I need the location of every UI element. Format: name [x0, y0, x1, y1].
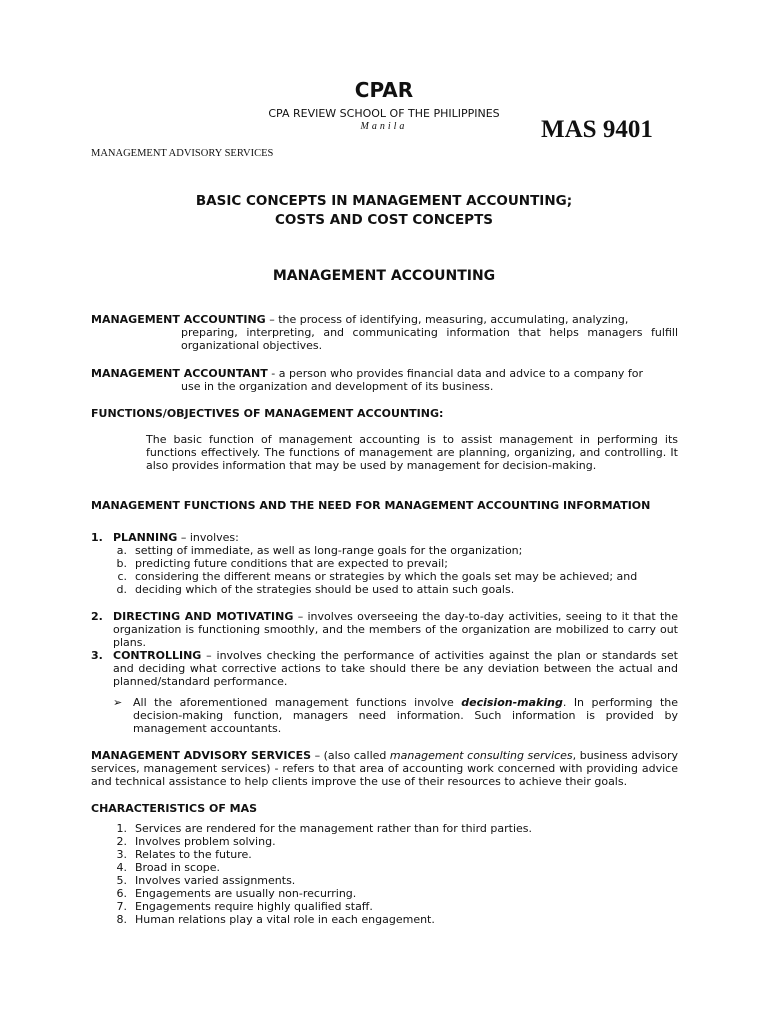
course-prefix: MAS: [541, 116, 597, 143]
item-text: considering the different means or strategies by which the goals set may be achieved; and: [135, 570, 638, 583]
main-title: [0, 192, 768, 230]
functions-paragraph: The basic function of management accounting is to assist management in performing its functions effectively. The functions of management are planning, organizing, and controlling. It also provides information that may be used by management for decision-making.: [146, 433, 678, 472]
course-number: 9401: [602, 116, 653, 143]
planning-text: [91, 531, 678, 596]
item-number: 1.: [116, 822, 127, 835]
item-number: 3.: [116, 848, 127, 861]
definition-italic: management consulting services: [389, 749, 573, 762]
characteristics-list: [113, 822, 532, 926]
item-number: 1.: [91, 531, 103, 544]
section-title: MANAGEMENT ACCOUNTING: [272, 268, 496, 284]
item-text: setting of immediate, as well as long-range goals for the organization;: [135, 544, 523, 557]
item-letter: a.: [116, 544, 127, 557]
note-after: . In performing the decision-making function, managers need information. Such information is provided by management accountants.: [133, 696, 678, 735]
item-number: 4.: [116, 861, 127, 874]
list-item: [113, 570, 678, 583]
definition-lead: - a person who provides financial data and advice to a company for: [267, 367, 644, 380]
definition-management-accounting: [91, 313, 678, 352]
directing-description: – involves overseeing the day-to-day activities, seeing to it that the organization is functioning smoothly, and the members of the organization are mobilized to carry out plans.: [113, 610, 679, 649]
directing-text: [91, 610, 678, 649]
list-item: [113, 900, 532, 913]
item-text: Engagements are usually non-recurring.: [135, 887, 357, 900]
list-item: [113, 874, 532, 887]
definition-continuation: preparing, interpreting, and communicating information that helps managers fulfill organizational objectives.: [181, 326, 678, 352]
directing-term: DIRECTING AND MOTIVATING: [113, 610, 294, 623]
item-text: Human relations play a vital role in each engagement.: [135, 913, 435, 926]
list-item: [113, 887, 532, 900]
arrow-bullet-icon: ➢: [113, 696, 123, 709]
list-item: [113, 861, 532, 874]
item-text: Involves problem solving.: [135, 835, 276, 848]
list-item: [113, 913, 532, 926]
definition-continuation: use in the organization and development of its business.: [181, 380, 494, 393]
item-letter: d.: [116, 583, 127, 596]
document-title: CPAR: [354, 78, 414, 102]
controlling-text: [91, 649, 678, 688]
item-number: 6.: [116, 887, 127, 900]
list-item: [113, 583, 678, 596]
item-text: predicting future conditions that are expected to prevail;: [135, 557, 448, 570]
decision-making-note: [113, 696, 678, 735]
directing-item: [91, 610, 678, 649]
list-item: [113, 848, 532, 861]
item-text: Services are rendered for the management rather than for third parties.: [135, 822, 533, 835]
item-text: deciding which of the strategies should be used to attain such goals.: [135, 583, 515, 596]
list-item: [113, 835, 532, 848]
definition-term: MANAGEMENT ACCOUNTING: [91, 313, 266, 326]
characteristics-heading: CHARACTERISTICS OF MAS: [91, 802, 258, 815]
main-title-line-1: BASIC CONCEPTS IN MANAGEMENT ACCOUNTING;: [195, 193, 573, 209]
item-text: Engagements require highly qualified staff.: [135, 900, 373, 913]
department-label: MANAGEMENT ADVISORY SERVICES: [91, 148, 274, 159]
item-letter: b.: [116, 557, 127, 570]
definition-management-advisory-services: [91, 749, 678, 788]
list-item: [113, 822, 532, 835]
controlling-term: CONTROLLING: [113, 649, 202, 662]
item-number: 5.: [116, 874, 127, 887]
note-emphasis: decision-making: [461, 696, 563, 709]
item-number: 3.: [91, 649, 103, 662]
item-number: 8.: [116, 913, 127, 926]
definition-lead: – (also called: [311, 749, 390, 762]
course-code: [541, 116, 653, 144]
planning-term: PLANNING: [113, 531, 178, 544]
item-text: Involves varied assignments.: [135, 874, 296, 887]
planning-lead: – involves:: [177, 531, 239, 544]
planning-sub-list: [113, 544, 678, 596]
item-number: 2.: [91, 610, 103, 623]
note-text: [113, 696, 678, 735]
item-text: Broad in scope.: [135, 861, 221, 874]
item-number: 7.: [116, 900, 127, 913]
definition-lead: – the process of identifying, measuring, accumulating, analyzing,: [265, 313, 629, 326]
definition-term: MANAGEMENT ADVISORY SERVICES: [91, 749, 312, 762]
planning-item: [91, 531, 678, 596]
definition-rest: , business advisory services, management services) - refers to that area of accounting work concerned with providing advice and technical assistance to help clients improve the use of their resources to achieve their goals.: [91, 749, 678, 788]
definition-management-accountant: [91, 367, 678, 393]
school-city: Manila: [360, 121, 408, 132]
main-title-line-2: COSTS AND COST CONCEPTS: [274, 212, 494, 228]
school-name: CPA REVIEW SCHOOL OF THE PHILIPPINES: [268, 107, 500, 120]
item-number: 2.: [116, 835, 127, 848]
item-letter: c.: [117, 570, 127, 583]
management-functions-heading: MANAGEMENT FUNCTIONS AND THE NEED FOR MANAGEMENT ACCOUNTING INFORMATION: [91, 499, 651, 512]
note-before: All the aforementioned management functions involve: [133, 696, 462, 709]
list-item: [113, 544, 678, 557]
controlling-description: – involves checking the performance of activities against the plan or standards set and deciding what corrective actions to take should there be any deviation between the actual and planned/standard performance.: [113, 649, 678, 688]
controlling-item: [91, 649, 678, 688]
list-item: [113, 557, 678, 570]
functions-heading: FUNCTIONS/OBJECTIVES OF MANAGEMENT ACCOUNTING:: [91, 407, 444, 420]
definition-term: MANAGEMENT ACCOUNTANT: [91, 367, 268, 380]
item-text: Relates to the future.: [135, 848, 252, 861]
